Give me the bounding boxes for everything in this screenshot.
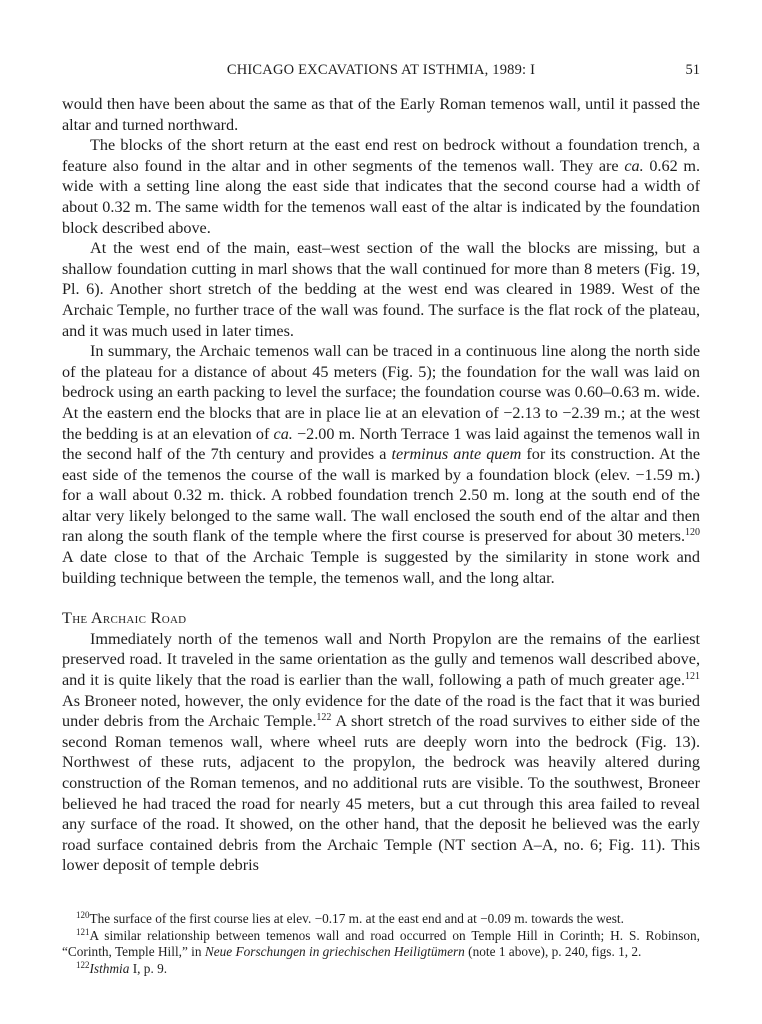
paragraph-text: In summary, the Archaic temenos wall can be traced in a continuous line along the north side of the plateau for a distance of about 45 meters (Fig. 5); the foundation for the wall was laid on bedrock using an earth packing to level the surface; the foundation course was 0.60–0.63 m. wide. At the eastern end the blocks that are in place lie at an elevation of −2.13 to −2.39 m.; at the west the bedding is at an elevation of (62, 342, 700, 443)
footnote-number: 122 (76, 959, 90, 970)
paragraph-text: 0.62 m. wide with a setting line along the east side that indicates that the second course had a width of about 0.32 m. The same width for the temenos wall east of the altar is indicated by the foundation block described above. (62, 156, 700, 237)
footnote-text: I, p. 9. (129, 960, 168, 976)
paragraph-text: A short stretch of the road survives to either side of the second Roman temenos wall, where wheel ruts are deeply worn into the bedrock (Fig. 13). Northwest of these ruts, adjacent to the propylon, the bedrock was heavily altered during construction of the Roman temenos, and no additional ruts are visible. To the southwest, Broneer believed he had traced the road for nearly 45 meters, but a cut through this area failed to reveal any surface of the road. It showed, on the other hand, that the deposit he believed was the early road surface contained debris from the Archaic Temple (NT section A–A, no. 6; Fig. 11). This lower deposit of temple debris (62, 712, 700, 875)
footnote-ref-120[interactable]: 120 (685, 527, 700, 539)
paragraph-text: Immediately north of the temenos wall and North Propylon are the remains of the earliest preserved road. It traveled in the same orientation as the gully and temenos wall described above, and it is quite likely that the road is earlier than the wall, following a path of much greater age. (62, 629, 700, 690)
paragraph-text: for its construction. At the east side of the temenos the course of the wall is marked by a foundation block (elev. −1.59 m.) for a wall about 0.32 m. thick. A robbed foundation trench 2.50 m. long at the south end of the altar very likely belonged to the same wall. The wall enclosed the south end of the altar and then ran along the south flank of the temple where the first course is preserved for about 30 meters. (62, 445, 701, 546)
paragraph-archaic-road (62, 629, 700, 876)
footnote-number: 120 (76, 910, 90, 920)
italic-term: terminus ante quem (391, 445, 522, 464)
footnote-text: A similar relationship between temenos wall and road occurred on Temple Hill in Corinth; H. S. Robinson, “Corinth, Temple Hill,” in (62, 927, 700, 960)
body-text (62, 94, 700, 876)
italic-title: Isthmia (89, 960, 130, 976)
paragraph-text: would then have been about the same as that of the Early Roman temenos wall, until it passed the altar and turned northward. (62, 95, 700, 134)
footnote-number: 121 (76, 926, 90, 937)
paragraph-summary (62, 341, 700, 588)
paragraph-text: A date close to that of the Archaic Temple is suggested by the similarity in stone work and building technique between the temple, the temenos wall, and the long altar. (62, 548, 700, 587)
paragraph-text: −2.00 m. North Terrace 1 was laid against the temenos wall in the second half of the 7th century and provides a (62, 424, 701, 464)
section-heading-archaic-road: The Archaic Road (62, 609, 187, 628)
footnote-122 (62, 961, 700, 978)
footnote-text: (note 1 above), p. 240, figs. 1, 2. (464, 944, 642, 960)
running-head: CHICAGO EXCAVATIONS AT ISTHMIA, 1989: I (226, 62, 536, 78)
paragraph-west-end (62, 238, 700, 341)
italic-abbrev: ca. (624, 156, 644, 175)
paragraph-text: The blocks of the short return at the east end rest on bedrock without a foundation trench, a feature also found in the altar and in other segments of the temenos wall. They are (62, 136, 700, 175)
footnote-ref-122[interactable]: 122 (316, 712, 332, 724)
footnotes (62, 911, 700, 977)
footnote-121 (62, 928, 700, 961)
page-number: 51 (685, 62, 700, 78)
paragraph-text: At the west end of the main, east–west section of the wall the blocks are missing, but a shallow foundation cutting in marl shows that the wall continued for more than 8 meters (Fig. 19, Pl. 6). Another short stretch of the bedding at the west end was cleared in 1989. West of the Archaic Temple, no further trace of the wall was found. The surface is the flat rock of the plateau, and it was much used in later times. (62, 239, 700, 340)
paragraph-text: As Broneer noted, however, the only evidence for the date of the road is the fact that it was buried under debris from the Archaic Temple. (62, 691, 700, 731)
footnote-ref-121[interactable]: 121 (685, 671, 700, 683)
footnote-text: The surface of the first course lies at elev. −0.17 m. at the east end and at −0.09 m. towards the west. (89, 911, 624, 926)
paragraph-continuation (62, 94, 700, 135)
footnote-120 (62, 911, 700, 928)
italic-abbrev: ca. (273, 424, 293, 443)
italic-title: Neue Forschungen in griechischen Heiligtümern (204, 944, 465, 960)
paragraph-short-return (62, 135, 700, 238)
